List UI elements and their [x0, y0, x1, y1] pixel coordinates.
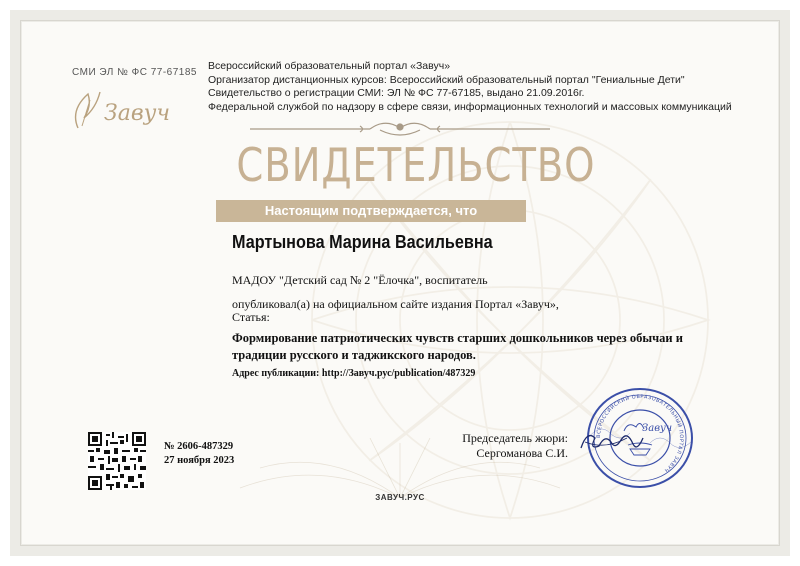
chair-label: Председатель жюри:: [462, 431, 568, 445]
published-line: опубликовал(а) на официальном сайте издания Портал «Завуч»,: [232, 297, 559, 311]
svg-text:ВСЕРОССИЙСКИЙ ОБРАЗОВАТЕЛЬНЫЙ: ВСЕРОССИЙСКИЙ ОБРАЗОВАТЕЛЬНЫЙ ПОРТАЛ ЗАВУЧ: [595, 393, 685, 474]
chair-name: Сергоманова С.И.: [476, 446, 568, 460]
header-line-organizer: Организатор дистанционных курсов: Всероссийский образовательный портал "Гениальные Дети": [208, 73, 685, 86]
publication-address: Адрес публикации: http://Завуч.рус/publication/487329: [232, 368, 476, 379]
jury-chair: [458, 431, 568, 461]
registration-number: СМИ ЭЛ № ФС 77-67185: [72, 67, 197, 78]
certificate-title: СВИДЕТЕЛЬСТВО: [236, 138, 596, 192]
site-footer: ЗАВУЧ.РУС: [375, 493, 425, 502]
header-line-registration: Свидетельство о регистрации СМИ: ЭЛ № ФС 77-67185, выдано 21.09.2016г.: [208, 87, 585, 99]
title-ornament-divider: [250, 116, 550, 140]
certificate-date: 27 ноября 2023: [164, 455, 235, 466]
header-line-authority: Федеральной службой по надзору в сфере связи, информационных технологий и массовых коммуникаций: [208, 100, 732, 113]
organization-line: МАДОУ "Детский сад № 2 "Ёлочка", воспитатель: [232, 273, 488, 287]
certificate-number: № 2606-487329: [164, 441, 234, 452]
work-title: Формирование патриотических чувств старших дошкольников через обычаи и традиции русского и таджикского народов.: [232, 331, 683, 362]
svg-text:Завуч: Завуч: [642, 423, 673, 434]
logo-text: Завуч: [104, 101, 171, 126]
header-info: [208, 60, 768, 114]
publication-type: Статья:: [232, 310, 270, 324]
qr-code-icon: [88, 432, 146, 490]
chair-signature: [575, 420, 645, 460]
certificate-number-date: [164, 440, 234, 468]
header-line-portal: Всероссийский образовательный портал «Завуч»: [208, 60, 451, 72]
confirm-banner: Настоящим подтверждается, что: [216, 200, 526, 222]
zavuch-logo-icon: [60, 80, 180, 140]
recipient-name: Мартынова Марина Васильевна: [232, 232, 493, 252]
